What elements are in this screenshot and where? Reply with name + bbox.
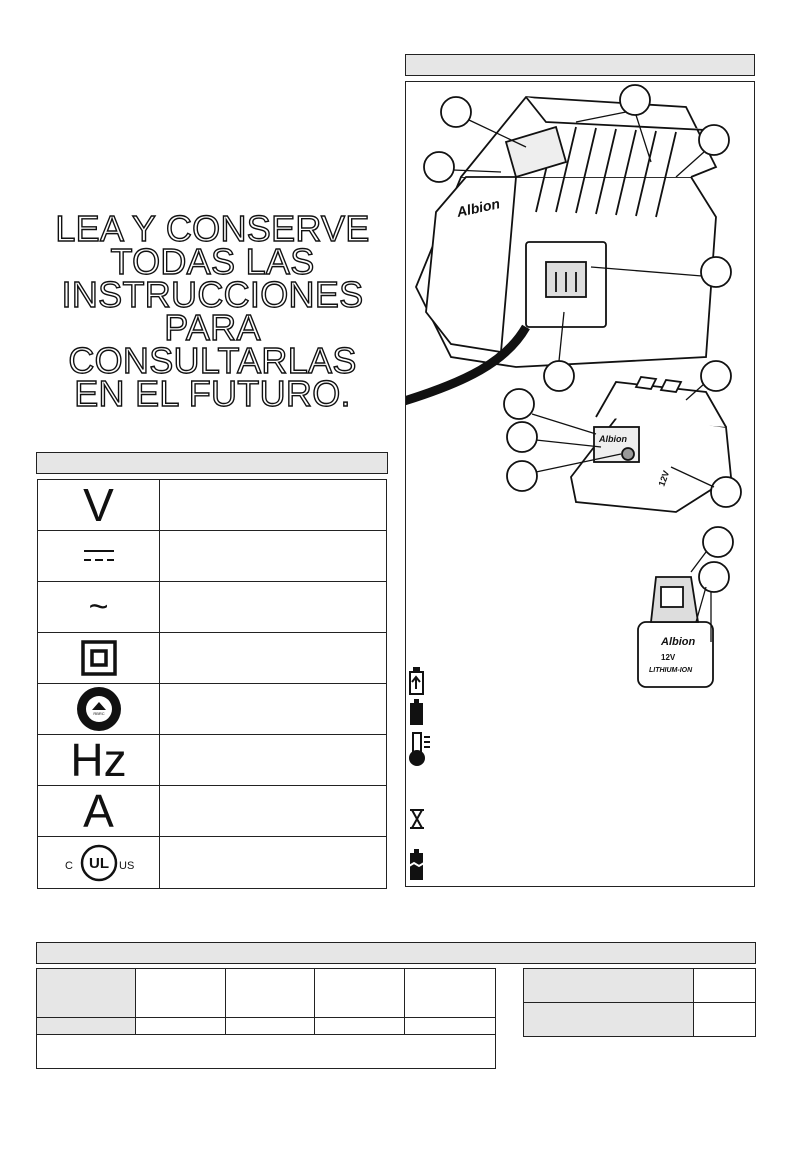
svg-text:12V: 12V — [661, 653, 676, 662]
spec-value-cell — [315, 1018, 405, 1035]
symbol-row — [38, 786, 386, 837]
svg-text:C: C — [64, 859, 73, 872]
symbols-table — [37, 479, 387, 889]
symbol-description — [160, 735, 386, 785]
spec-header-cell — [225, 969, 315, 1018]
symbols-section-header — [36, 452, 388, 474]
spec-value-cell — [405, 1018, 496, 1035]
svg-text:12V: 12V — [656, 469, 672, 488]
charging-battery-icon — [410, 668, 423, 694]
ul-listed-mark-icon — [38, 837, 160, 888]
svg-text:Albion: Albion — [661, 636, 696, 648]
amperes-symbol-icon: A — [38, 786, 160, 836]
symbol-description — [160, 531, 386, 581]
specifications-section-header — [36, 942, 756, 964]
spec-note-cell — [37, 1035, 496, 1069]
specifications-table — [36, 968, 496, 1069]
symbol-description — [160, 582, 386, 632]
double-insulation-symbol-icon — [38, 633, 160, 683]
spec-header-cell — [315, 969, 405, 1018]
spec-value-cell — [694, 1003, 756, 1037]
spec-label-cell — [524, 969, 694, 1003]
temperature-icon — [410, 733, 430, 765]
direct-current-symbol-icon — [38, 531, 160, 581]
input-specifications-table — [523, 968, 756, 1037]
spec-value-cell — [225, 1018, 315, 1035]
notice-line: INSTRUCCIONES — [61, 274, 364, 315]
notice-line: CONSULTARLAS — [68, 340, 357, 381]
spec-header-cell — [37, 969, 136, 1018]
alternating-current-symbol-icon: ~ — [38, 582, 160, 632]
description-section-header — [405, 54, 755, 76]
symbol-description — [160, 480, 386, 530]
hourglass-icon — [410, 810, 424, 828]
spec-header-cell — [405, 969, 496, 1018]
full-battery-icon — [410, 699, 423, 725]
svg-text:LITHIUM-ION: LITHIUM-ION — [649, 667, 693, 674]
svg-text:UL: UL — [88, 854, 109, 872]
volts-symbol-icon: V — [38, 480, 160, 530]
notice-line: EN EL FUTURO. — [74, 373, 351, 414]
svg-text:Albion: Albion — [599, 434, 627, 444]
svg-text:RBRC: RBRC — [92, 711, 105, 716]
svg-text:Albion: Albion — [455, 195, 502, 220]
svg-text:US: US — [118, 859, 134, 872]
symbol-row — [38, 633, 386, 684]
keep-instructions-notice — [40, 208, 385, 414]
symbol-description — [160, 786, 386, 836]
notice-line: LEA Y CONSERVE — [55, 208, 370, 249]
symbol-row — [38, 735, 386, 786]
symbol-row — [38, 582, 386, 633]
symbol-description — [160, 837, 386, 888]
symbol-row — [38, 531, 386, 582]
charger-illustration-panel — [405, 81, 755, 887]
charger-and-battery-illustration — [406, 82, 755, 887]
spec-label-cell — [524, 1003, 694, 1037]
symbol-row — [38, 480, 386, 531]
symbol-row — [38, 684, 386, 735]
spec-header-cell — [135, 969, 225, 1018]
symbol-description — [160, 633, 386, 683]
symbol-row — [38, 837, 386, 888]
hertz-symbol-icon: Hz — [38, 735, 160, 785]
symbol-description — [160, 684, 386, 734]
spec-value-cell — [694, 969, 756, 1003]
rbrc-recycle-seal-icon — [38, 684, 160, 734]
faulty-battery-icon — [409, 849, 424, 880]
spec-value-cell — [135, 1018, 225, 1035]
spec-label-cell — [37, 1018, 136, 1035]
notice-line: TODAS LAS — [110, 241, 315, 282]
notice-line: PARA — [164, 307, 261, 348]
